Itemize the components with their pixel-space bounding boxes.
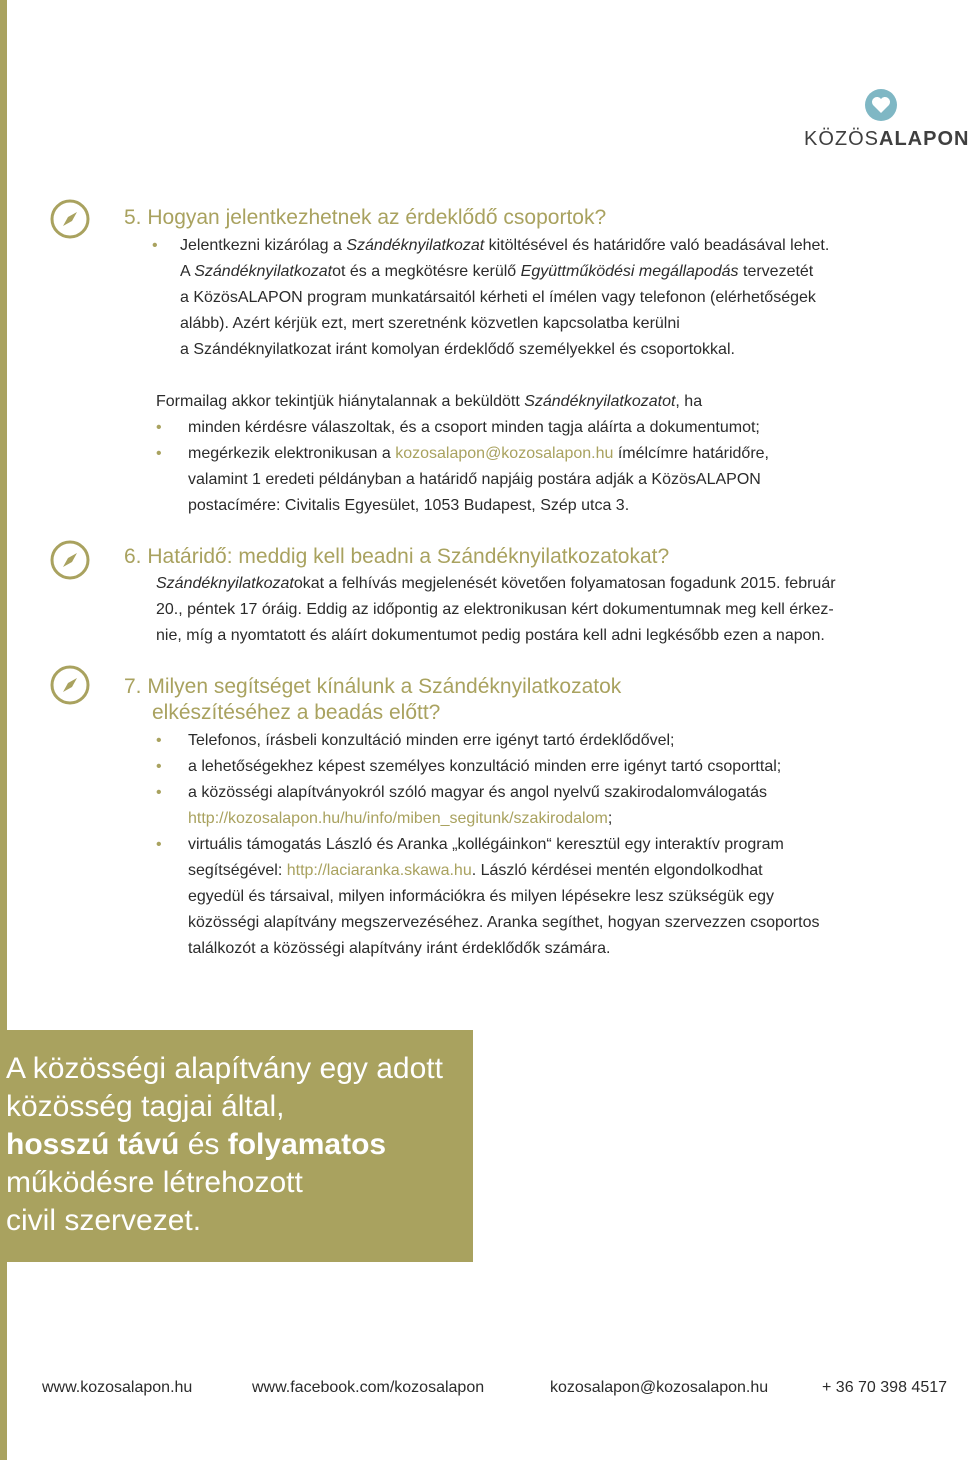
bullet: •	[156, 445, 162, 462]
section-5-paragraph-line: A Szándéknyilatkozatot és a megkötésre kerülő Együttműködési megállapodás tervezetét	[180, 263, 814, 280]
compass-icon	[50, 199, 90, 239]
section-5-paragraph-line: alább). Azért kérjük ezt, mert szeretnénk közvetlen kapcsolatba kerülni	[180, 315, 680, 332]
criteria-item: minden kérdésre válaszoltak, és a csoport minden tagja aláírta a dokumentumot;	[188, 419, 760, 436]
criteria-item: megérkezik elektronikusan a kozosalapon@kozosalapon.hu ímélcímre határidőre,	[188, 445, 769, 462]
help-item-line: találkozót a közösségi alapítvány iránt érdeklődők számára.	[188, 940, 611, 957]
quote-line: működésre létrehozott	[6, 1166, 303, 1199]
footer-website-link[interactable]: www.kozosalapon.hu	[42, 1379, 193, 1396]
quote-line: hosszú távú és folyamatos	[6, 1128, 387, 1161]
laciaranka-link[interactable]: http://laciaranka.skawa.hu	[286, 862, 472, 879]
compass-icon	[50, 665, 90, 705]
literature-link[interactable]: http://kozosalapon.hu/hu/info/miben_segitunk/szakirodalom	[188, 810, 608, 827]
bullet: •	[156, 419, 162, 436]
footer-phone: + 36 70 398 4517	[822, 1379, 948, 1396]
section-6-title: 6. Határidő: meddig kell beadni a Szándéknyilatkozatokat?	[124, 545, 670, 568]
help-item-line: segítségével: http://laciaranka.skawa.hu. László kérdései mentén elgondolkodhat	[188, 862, 763, 879]
quote-line: A közösségi alapítvány egy adott	[6, 1052, 443, 1085]
footer-email-link[interactable]: kozosalapon@kozosalapon.hu	[550, 1379, 769, 1396]
email-link[interactable]: kozosalapon@kozosalapon.hu	[395, 445, 614, 462]
bullet: •	[152, 237, 158, 254]
quote-line: civil szervezet.	[6, 1204, 202, 1237]
criteria-item-line: valamint 1 eredeti példányban a határidő napjáig postára adják a KözösALAPON	[188, 471, 761, 488]
section-6-paragraph-line: nie, míg a nyomtatott és aláírt dokumentumot pedig postára kell adni legkésőbb ezen a napon.	[156, 627, 825, 644]
logo-wordmark: KÖZÖSALAPON	[804, 128, 969, 150]
help-item: Telefonos, írásbeli konzultáció minden erre igényt tartó érdeklődővel;	[188, 732, 675, 749]
logo	[804, 88, 969, 154]
bullet: •	[156, 784, 162, 801]
help-item: a lehetőségekhez képest személyes konzultáció minden erre igényt tartó csoporttal;	[188, 758, 782, 775]
bullet: •	[156, 732, 162, 749]
help-item-line: egyedül és társaival, milyen információkra és milyen lépésekre lesz szükségük egy	[188, 888, 775, 905]
section-5-paragraph-line: Jelentkezni kizárólag a Szándéknyilatkozat kitöltésével és határidőre való beadásával lehet.	[180, 237, 830, 254]
quote-line: közösség tagjai által,	[6, 1090, 285, 1123]
bullet: •	[156, 836, 162, 853]
section-7-title: 7. Milyen segítséget kínálunk a Szándéknyilatkozatok	[124, 675, 622, 698]
footer-facebook-link[interactable]: www.facebook.com/kozosalapon	[252, 1379, 485, 1396]
section-5-paragraph-line: a KözösALAPON program munkatársaitól kérheti el ímélen vagy telefonon (elérhetőségek	[180, 289, 816, 306]
criteria-intro: Formailag akkor tekintjük hiánytalannak a beküldött Szándéknyilatkozatot, ha	[156, 393, 703, 410]
definition-quote-box	[0, 1030, 473, 1262]
section-6-paragraph-line: Szándéknyilatkozatokat a felhívás megjelenését követően folyamatosan fogadunk 2015. február	[156, 575, 836, 592]
criteria-item-line: postacímére: Civitalis Egyesület, 1053 Budapest, Szép utca 3.	[188, 497, 630, 514]
section-5-paragraph-line: a Szándéknyilatkozat iránt komolyan érdeklődő személyekkel és csoportokkal.	[180, 341, 735, 358]
heart-icon	[864, 88, 898, 122]
compass-icon	[50, 540, 90, 580]
section-7-title: elkészítéséhez a beadás előtt?	[152, 701, 441, 724]
help-item-line: közösségi alapítvány megszervezéséhez. Aranka segíthet, hogyan szervezzen csoportos	[188, 914, 820, 931]
help-item: a közösségi alapítványokról szóló magyar és angol nyelvű szakirodalomválogatás	[188, 784, 767, 801]
bullet: •	[156, 758, 162, 775]
help-item-line: http://kozosalapon.hu/hu/info/miben_segitunk/szakirodalom;	[188, 810, 613, 827]
section-5-title: 5. Hogyan jelentkezhetnek az érdeklődő csoportok?	[124, 206, 607, 229]
help-item: virtuális támogatás László és Aranka „kollégáinkon“ keresztül egy interaktív program	[188, 836, 784, 853]
section-6-paragraph-line: 20., péntek 17 óráig. Eddig az időpontig az elektronikusan kért dokumentumnak meg kell érkez-	[156, 601, 834, 618]
